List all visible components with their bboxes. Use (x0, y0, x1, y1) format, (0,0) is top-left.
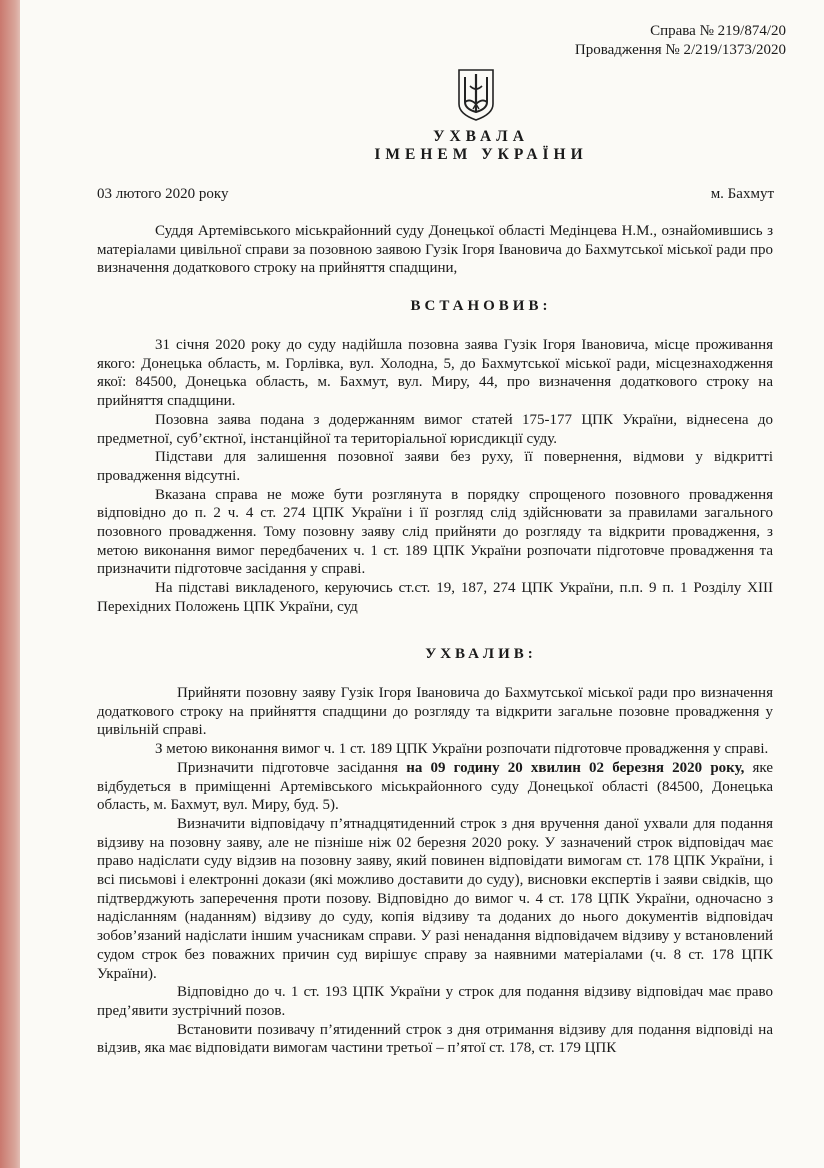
resolved-paragraph (97, 759, 773, 815)
resolved-heading: УХВАЛИВ: (425, 646, 537, 662)
resolved-paragraph: Визначити відповідачу п’ятнадцятиденний строк з дня вручення даної ухвали для подання відзиву на позовну заяву, але не пізніше ніж 02 березня 2020 року. У зазначений строк відповідач має право надіслати суду відзив на позовну заяву, який повинен відповідати вимогам ст. 178 ЦПК України, і всі письмові і електронні докази (які можливо доставити до суду), висновки експертів і заяви свідків, що підтверджують заперечення проти позову. Відповідно до вимог ч. 4 ст. 178 ЦПК України, одночасно з надісланням (наданням) відзиву до суду, копія відзиву та доданих до нього документів відповідач зобов’язаний надіслати іншим учасникам справи. У разі ненадання відповідачем відзиву у встановлений судом строк без поважних причин суд вирішує справу за наявними матеріалами (ч. 8 ст. 178 ЦПК України). (97, 815, 773, 982)
established-paragraph: На підставі викладеного, керуючись ст.ст. 19, 187, 274 ЦПК України, п.п. 9 п. 1 Розділу XIII Перехідних Положень ЦПК України, суд (97, 580, 773, 615)
established-heading: ВСТАНОВИВ: (410, 298, 552, 314)
intro-paragraph (97, 222, 773, 278)
document-subtitle: ІМЕНЕМ УКРАЇНИ (374, 146, 588, 163)
established-paragraph: Позовна заява подана з додержанням вимог статей 175-177 ЦПК України, віднесена до предметної, суб’єктної, інстанційної та територіальної юрисдикції суду. (97, 411, 773, 447)
case-number: Справа № 219/874/20 (650, 23, 786, 39)
resolved-paragraph: З метою виконання вимог ч. 1 ст. 189 ЦПК України розпочати підготовче провадження у справі. (155, 741, 769, 758)
established-section (97, 336, 773, 617)
document-date: 03 лютого 2020 року (97, 186, 229, 202)
document-title: УХВАЛА (433, 128, 529, 145)
resolved-paragraph: Відповідно до ч. 1 ст. 193 ЦПК України у строк для подання відзиву відповідач має право пред’явити зустрічний позов. (97, 984, 773, 1019)
resolved-paragraph: Встановити позивачу п’ятиденний строк з дня отримання відзиву для подання відповіді на відзив, яка має відповідати вимогам частини третьої – п’ятої ст. 178, ст. 179 ЦПК (97, 1021, 773, 1057)
coat-of-arms-icon (456, 68, 496, 122)
intro-text: Суддя Артемівського міськрайонний суду Донецької області Медінцева Н.М., ознайомившись з матеріалами цивільної справи за позовною заявою Гузік Ігоря Івановича до Бахмутської міської ради про визначення додаткового строку на прийняття спадщини, (97, 223, 773, 277)
document-city: м. Бахмут (710, 186, 774, 202)
case-reference (575, 22, 786, 60)
hearing-location: яке відбудеться в приміщенні Артемівського міськрайонного суду Донецької області (84500, Донецька область, м. Бахмут, вул. Миру, буд. 5). (97, 759, 773, 814)
proceeding-number: Провадження № 2/219/1373/2020 (574, 42, 786, 58)
hearing-datetime: на 09 годину 20 хвилин 02 березня 2020 року, (406, 759, 745, 776)
hearing-text: Призначити підготовче засідання (177, 759, 407, 776)
resolved-section (97, 684, 773, 1058)
established-paragraph: Підстави для залишення позовної заяви без руху, її повернення, відмови у відкритті провадження відсутні. (97, 449, 773, 484)
established-paragraph: Вказана справа не може бути розглянута в порядку спрощеного позовного провадження відповідно до п. 2 ч. 4 ст. 274 ЦПК України і її розгляд слід здійснювати за правилами загального позовного провадження. Тому позовну заяву слід прийняти до розгляду та відкрити провадження, з метою виконання вимог передбачених ч. 1 ст. 189 ЦПК України розпочати підготовче провадження та призначити підготовче засідання у справі. (97, 486, 773, 578)
resolved-paragraph: Прийняти позовну заяву Гузік Ігоря Івановича до Бахмутської міської ради про визначення додаткового строку на прийняття спадщини до розгляду та відкрити загальне позовне провадження у цивільній справі. (97, 685, 773, 739)
established-paragraph: 31 січня 2020 року до суду надійшла позовна заява Гузік Ігоря Івановича, місце проживання якого: Донецька область, м. Горлівка, вул. Холодна, 5, до Бахмутської міської ради, місцезнаходження якої: 84500, Донецька область, м. Бахмут, вул. Миру, 44, про визначення додаткового строку на прийняття спадщини. (97, 337, 773, 410)
